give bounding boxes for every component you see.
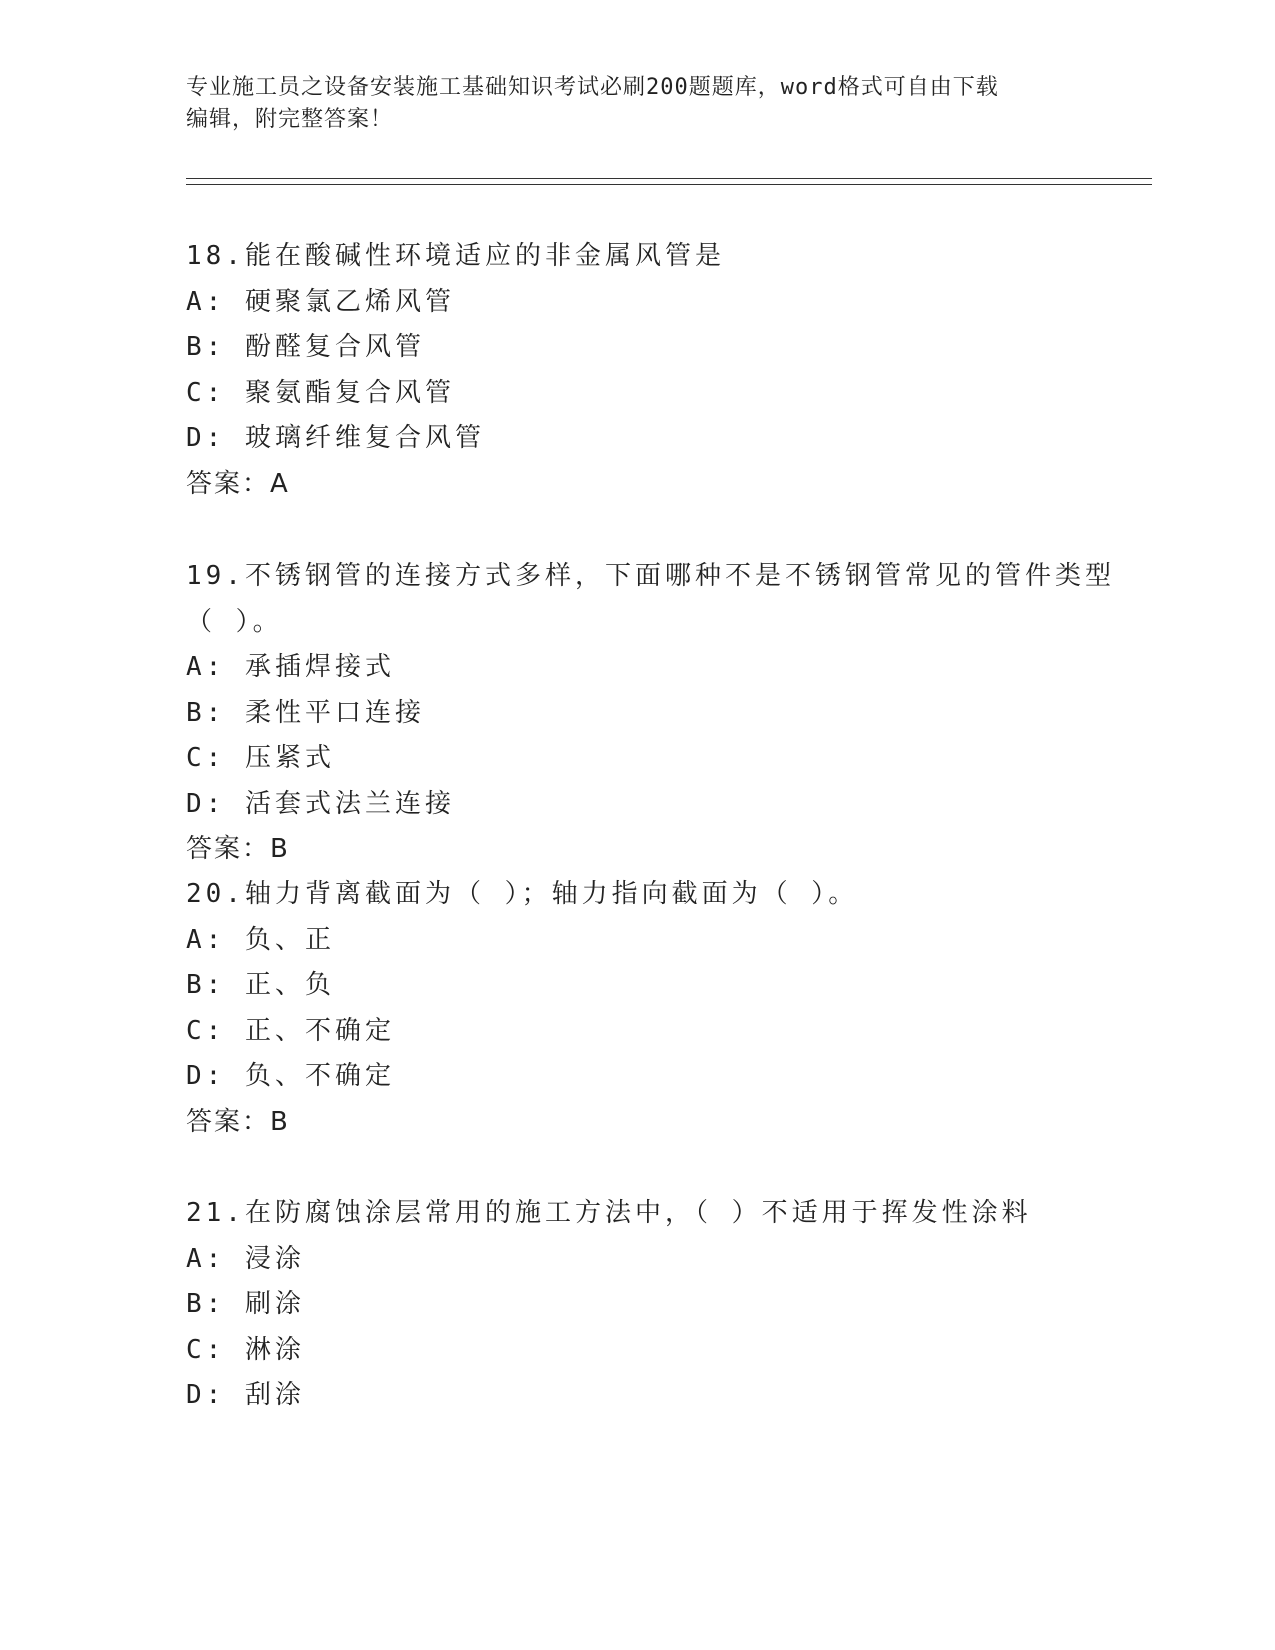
question-stem: 18.能在酸碱性环境适应的非金属风管是 — [186, 241, 725, 271]
option-a: A: 负、正 — [186, 924, 335, 955]
question-21 — [186, 1191, 1126, 1419]
option-b: B: 酚醛复合风管 — [186, 332, 425, 362]
option-b: B: 正、负 — [186, 970, 335, 1000]
header-title-line-2: 编辑，附完整答案！ — [186, 107, 394, 132]
document-header — [186, 72, 1086, 136]
option-c: C: 聚氨酯复合风管 — [186, 377, 455, 408]
header-divider-top — [186, 178, 1152, 179]
option-a: A: 浸涂 — [186, 1243, 305, 1274]
question-18 — [186, 234, 1126, 507]
option-c: C: 正、不确定 — [186, 1015, 395, 1046]
question-stem-continuation: （ ）。 — [186, 606, 283, 637]
question-stem: 19.不锈钢管的连接方式多样，下面哪种不是不锈钢管常见的管件类型 — [186, 561, 1115, 591]
answer-text: 答案：A — [186, 468, 290, 499]
answer-text: 答案：B — [186, 1106, 290, 1137]
option-a: A: 承插焊接式 — [186, 652, 395, 682]
option-d: D: 负、不确定 — [186, 1061, 395, 1091]
option-c: C: 淋涂 — [186, 1334, 305, 1365]
option-b: B: 柔性平口连接 — [186, 697, 425, 728]
option-d: D: 刮涂 — [186, 1380, 305, 1410]
header-title-line-1: 专业施工员之设备安装施工基础知识考试必刷200题题库，word格式可自由下载 — [186, 75, 999, 100]
question-20 — [186, 872, 1126, 1145]
question-stem: 20.轴力背离截面为（ ）；轴力指向截面为（ ）。 — [186, 879, 859, 909]
option-c: C: 压紧式 — [186, 743, 335, 773]
answer-text: 答案：B — [186, 834, 290, 864]
question-19 — [186, 554, 1126, 873]
question-stem: 21.在防腐蚀涂层常用的施工方法中，（ ）不适用于挥发性涂料 — [186, 1198, 1032, 1228]
option-d: D: 玻璃纤维复合风管 — [186, 423, 485, 453]
header-divider-bottom — [186, 184, 1152, 185]
option-a: A: 硬聚氯乙烯风管 — [186, 286, 455, 317]
option-d: D: 活套式法兰连接 — [186, 788, 455, 819]
option-b: B: 刷涂 — [186, 1289, 305, 1319]
